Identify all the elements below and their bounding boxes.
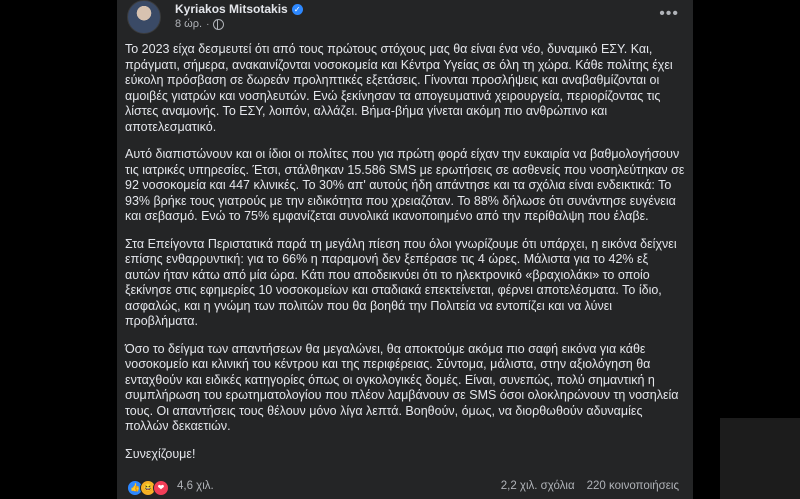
post-time[interactable]: 8 ώρ. — [175, 18, 203, 30]
paragraph: Το 2023 είχα δεσμευτεί ότι από τους πρώτους στόχους μας θα είναι ένα νέο, δυναμικό ΕΣΥ. Και, πράγματι, σήμερα, ανακαινίζονται νοσοκομεία και Κέντρα Υγείας σε όλη τη χώρα. Κάθε πολίτης έχει εύκολη πρόσβαση σε δωρεάν προληπτικές εξετάσεις. Γίνονται προσλήψεις και αναβαθμίζονται οι αμοιβές γιατρών και νοσηλευτών. Ενώ ξεκίνησαν τα απογευματινά χειρουργεία, περιορίζοντας τις λίστες αναμονής. Το ΕΣΥ, λοιπόν, αλλάζει. Βήμα-βήμα γίνεται ακόμη πιο ανθρώπινο και αποτελεσματικό. — [125, 42, 673, 134]
background-panel — [720, 418, 800, 499]
post-footer — [127, 478, 683, 498]
reaction-icons[interactable] — [127, 480, 166, 496]
author-row — [175, 2, 303, 16]
facebook-post — [117, 0, 693, 499]
avatar[interactable] — [127, 0, 161, 34]
verified-badge-icon: ✓ — [292, 4, 303, 15]
paragraph: Συνεχίζουμε! — [125, 446, 196, 461]
more-options-icon[interactable]: ••• — [659, 5, 679, 22]
paragraph: Στα Επείγοντα Περιστατικά παρά τη μεγάλη πίεση που όλοι γνωρίζουμε ότι υπάρχει, η εικόνα δείχνει επίσης ενθαρρυντική: για το 66% η παραμονή δεν ξεπέρασε τις 4 ώρες. Μάλιστα για το 42% εξ αυτών ήταν κάτω από μία ώρα. Κάτι που αποδεικνύει ότι το ηλεκτρονικό «βραχιολάκι» το οποίο ξεκίνησε στις εφημερίες 10 νοσοκομείων και σταδιακά επεκτείνεται, φέρνει αποτελέσματα. Το ίδιο, ασφαλώς, και η γνώμη των πολιτών που θα βοηθά την Πολιτεία να εντοπίζει και να λύνει προβλήματα. — [125, 236, 677, 328]
post-header — [127, 0, 683, 34]
love-icon: ❤ — [153, 480, 169, 496]
post-meta — [175, 18, 224, 30]
globe-icon — [213, 19, 224, 30]
reaction-count[interactable]: 4,6 χιλ. — [177, 480, 214, 492]
author-name[interactable]: Kyriakos Mitsotakis — [175, 2, 288, 16]
paragraph: Αυτό διαπιστώνουν και οι ίδιοι οι πολίτες που για πρώτη φορά είχαν την ευκαιρία να βαθμολογήσουν τις ιατρικές υπηρεσίες. Έτσι, στάλθηκαν 15.586 SMS με ερωτήσεις σε ασθενείς που νοσηλεύτηκαν σε 92 νοσοκομεία και 447 κλινικές. Το 30% απ' αυτούς ήδη απάντησε και τα σχόλια είναι ενδεικτικά: Το 93% βρήκε τους γιατρούς με την ειδικότητα που χρειαζόταν. Το 88% δήλωσε ότι συνάντησε ευγένεια και σεβασμό. Ενώ το 75% εμφανίζεται συνολικά ικανοποιημένο από την περίθαλψη που έλαβε. — [125, 147, 685, 223]
like-icon: 👍 — [127, 480, 143, 496]
post-stats — [501, 480, 679, 492]
comments-count[interactable]: 2,2 χιλ. σχόλια — [500, 480, 575, 492]
shares-count[interactable]: 220 κοινοποιήσεις — [586, 480, 679, 492]
paragraph: Όσο το δείγμα των απαντήσεων θα μεγαλώνει, θα αποκτούμε ακόμα πιο σαφή εικόνα για κάθε νοσοκομείο και κλινική του κέντρου και της περιφέρειας. Σύντομα, μάλιστα, στην αξιολόγηση θα ενταχθούν και ειδικές κατηγορίες όπως οι ογκολογικές δομές. Είναι, συνεπώς, πολύ σημαντική η συμπλήρωση του ερωτηματολογίου που πλέον λαμβάνουν σε SMS όσοι ολοκληρώνουν τη νοσηλεία τους. Οι απαντήσεις τους θέλουν μόνο λίγα λεπτά. Βοηθούν, όμως, να διορθωθούν αδυναμίες πολλών δεκαετιών. — [125, 341, 679, 433]
haha-icon: 😆 — [140, 480, 156, 496]
post-text — [125, 42, 685, 474]
separator-dot: · — [206, 18, 210, 30]
